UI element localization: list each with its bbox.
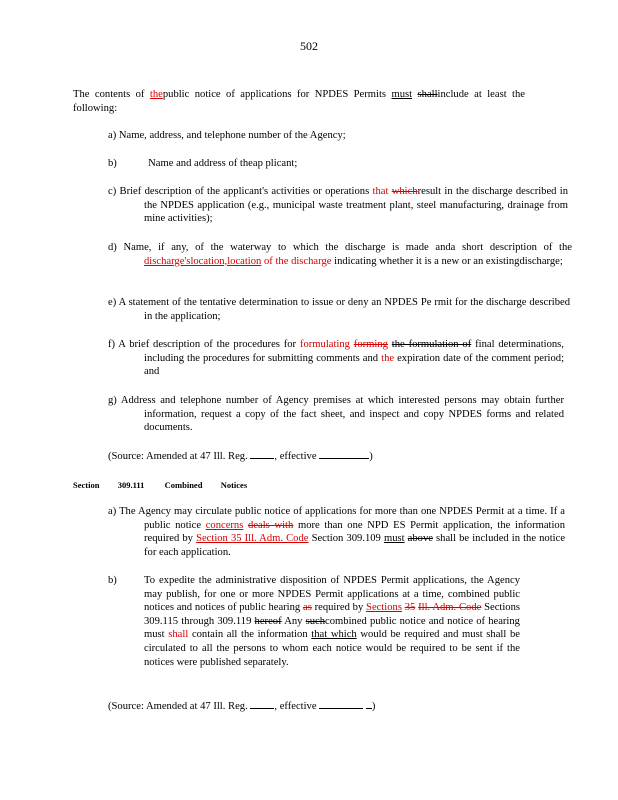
page-number: 502 [300, 39, 318, 53]
item-e: e) A statement of the tentative determination to issue or deny an NPDES Pe rmit for the discharge described in the application; [108, 297, 570, 322]
item-d: d) Name, if any, of the waterway to which the discharge is made anda short description of the discharge'slocation,location of the discharge indicating whether it is a new or an existingdischarge; [108, 242, 572, 267]
section-heading: Section 309.111 Combined Notices [73, 480, 248, 490]
source-note-1: (Source: Amended at 47 Ill. Reg. , effective ) [108, 451, 373, 462]
section-item-b: b) To expedite the administrative disposition of NPDES Permit applications, the Agency may publish, for one or more NPDES Permit applications at a time, combined public notices and notices of public hearing as required by Sections 35 Ill. Adm. Code Sections 309.115 through 309.119 hereof Any suchcombined public notice and notice of hearing must shall contain all the information that which would be required and must shall be circulated to all the persons to whom each notice would be required to be sent if the notices were published separately. [108, 575, 521, 668]
intro-paragraph: The contents of thepublic notice of applications for NPDES Permits must shallinclude at least the following: [73, 89, 525, 114]
item-c: c) Brief description of the applicant's activities or operations that whichresult in the discharge described in the NPDES application (e.g., municipal waste treatment plant, steel manufacturing, drainage from mine activities); [108, 186, 568, 225]
item-b: b) Name and address of theap plicant; [108, 158, 298, 169]
source-note-2: (Source: Amended at 47 Ill. Reg. , effective ) [108, 701, 376, 712]
item-g: g) Address and telephone number of Agency premises at which interested persons may obtain further information, request a copy of the fact sheet, and inspect and copy NPDES forms and related documents. [108, 395, 564, 434]
section-item-a: a) The Agency may circulate public notice of applications for more than one NPDES Permit at a time. If a public notice concerns deals with more than one NPD ES Permit application, the information required by Section 35 Ill. Adm. Code Section 309.109 must above shall be included in the notice for each application. [108, 506, 566, 558]
item-f: f) A brief description of the procedures for formulating forming the formulation of final determinations, including the procedures for submitting comments and the expiration date of the comment period; and [108, 339, 565, 378]
item-a: a) Name, address, and telephone number of the Agency; [108, 130, 346, 141]
